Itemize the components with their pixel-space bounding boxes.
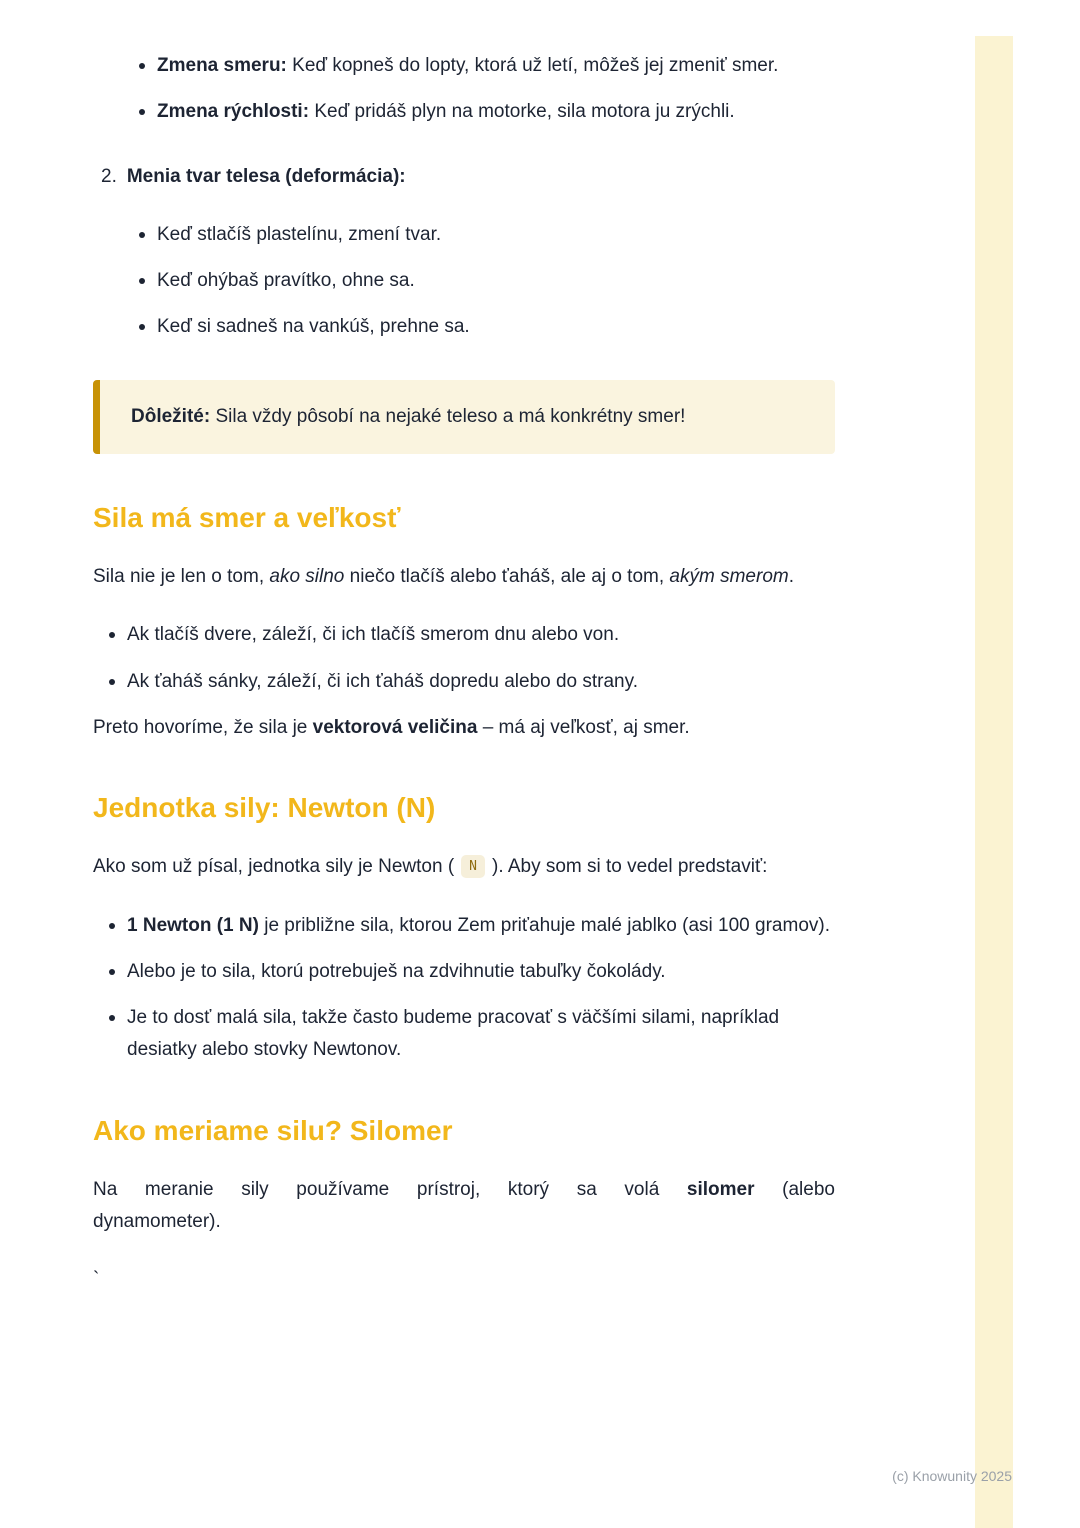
paragraph-text: Ako som už písal, jednotka sily je Newton ( — [93, 856, 455, 878]
list-item — [103, 910, 835, 942]
list-item-text: Je to dosť malá sila, takže často budeme pracovať s väčšími silami, napríklad desiatky alebo stovky Newtonov. — [127, 1007, 780, 1061]
list-item-text: Keď pridáš plyn na motorke, sila motora ju zrýchli. — [309, 101, 735, 123]
numbered-item-label: Menia tvar telesa (deformácia): — [126, 165, 406, 187]
paragraph-bold: silomer — [686, 1178, 755, 1200]
important-callout — [93, 380, 835, 454]
list-item-text: je približne sila, ktorou Zem priťahuje malé jablko (asi 100 gramov). — [258, 914, 830, 936]
paragraph-text: ). Aby som si to vedel predstaviť: — [492, 856, 768, 878]
newton-unit-badge: N — [461, 855, 485, 878]
copyright-text: (c) Knowunity 2025 — [892, 1468, 1012, 1484]
paragraph-text: (alebo dynamometer). — [93, 1178, 835, 1233]
paragraph-text: Na meranie sily používame prístroj, ktorý sa volá — [93, 1178, 687, 1200]
paragraph-italic: ako silno — [269, 566, 345, 588]
callout-rest: Sila vždy pôsobí na nejaké teleso a má konkrétny smer! — [210, 405, 686, 427]
direction-examples-list — [103, 619, 835, 698]
paragraph-text: niečo tlačíš alebo ťaháš, ale aj o tom, — [344, 566, 670, 588]
section-heading-unit: Jednotka sily: Newton (N) — [93, 792, 436, 824]
list-item-text: Alebo je to sila, ktorú potrebuješ na zdvihnutie tabuľky čokolády. — [127, 960, 666, 982]
right-accent-stripe — [975, 36, 1013, 1528]
paragraph-text: . — [788, 566, 794, 588]
direction-intro-paragraph — [93, 561, 835, 593]
numbered-item-marker: 2. — [101, 165, 117, 187]
stray-backtick: ` — [93, 1269, 100, 1291]
silomer-paragraph — [93, 1174, 835, 1239]
paragraph-italic: akým smerom — [669, 566, 789, 588]
list-item: Keď ohýbaš pravítko, ohne sa. — [133, 265, 802, 297]
callout-bold-lead: Dôležité: — [131, 405, 211, 427]
force-effects-list — [133, 50, 835, 129]
list-item-bold-lead: Zmena rýchlosti: — [157, 101, 310, 123]
list-item-text: Keď kopneš do lopty, ktorá už letí, môžeš jej zmeniť smer. — [286, 55, 779, 76]
deformation-examples-list — [133, 219, 835, 344]
list-item-bold-lead: 1 Newton (1 N) — [127, 914, 259, 936]
page-content — [93, 0, 835, 1323]
list-item — [133, 50, 802, 82]
list-item: Ak ťaháš sánky, záleží, či ich ťaháš dopredu alebo do strany. — [103, 666, 835, 698]
unit-intro-paragraph — [93, 851, 835, 883]
paragraph-bold: vektorová veličina — [312, 716, 478, 738]
paragraph-text: – má aj veľkosť, aj smer. — [477, 716, 690, 738]
list-item — [103, 956, 835, 988]
paragraph-text: Preto hovoríme, že sila je — [93, 716, 313, 738]
newton-examples-list — [103, 910, 835, 1067]
numbered-item-deformation — [101, 161, 835, 193]
section-heading-measure: Ako meriame silu? Silomer — [93, 1114, 453, 1146]
section-heading-direction: Sila má smer a veľkosť — [93, 502, 401, 534]
list-item: Keď si sadneš na vankúš, prehne sa. — [133, 311, 802, 343]
list-item-bold-lead: Zmena smeru: — [157, 55, 287, 76]
list-item: Ak tlačíš dvere, záleží, či ich tlačíš smerom dnu alebo von. — [103, 619, 835, 651]
callout-text — [131, 401, 811, 433]
vector-conclusion-paragraph — [93, 712, 835, 744]
paragraph-text: Sila nie je len o tom, — [93, 566, 270, 588]
list-item — [103, 1002, 835, 1067]
list-item: Keď stlačíš plastelínu, zmení tvar. — [133, 219, 802, 251]
list-item — [133, 96, 802, 128]
